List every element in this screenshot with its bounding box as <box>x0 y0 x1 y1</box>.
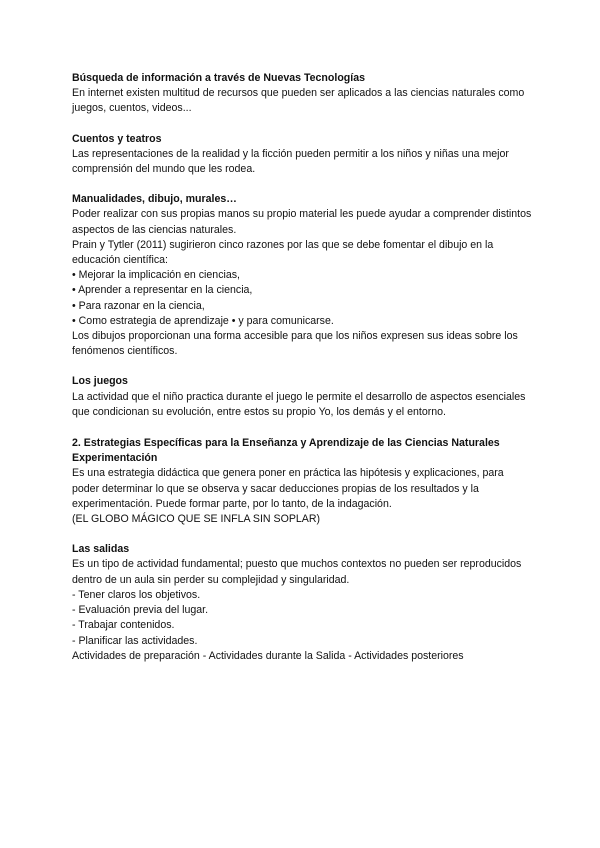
section-subtitle: Experimentación <box>72 452 158 465</box>
paragraph: Las representaciones de la realidad y la ficción pueden permitir a los niños y niñas una mejor comprensión del mundo que les rodea. <box>72 147 509 176</box>
list-item: - Tener claros los objetivos. <box>72 588 201 601</box>
paragraph: Prain y Tytler (2011) sugirieron cinco razones por las que se debe fomentar el dibujo en la educación científica: <box>72 238 494 267</box>
section-estrategias <box>72 436 532 527</box>
section-manualidades <box>72 192 532 359</box>
paragraph: La actividad que el niño practica durante el juego le permite el desarrollo de aspectos esenciales que condicionan su evolución, entre estos su propio Yo, los demás y el entorno. <box>72 390 526 418</box>
document-page <box>72 71 532 679</box>
paragraph: Es una estrategia didáctica que genera poner en práctica las hipótesis y explicaciones, para poder determinar lo que se observa y sacar deducciones propias de los resultados y la experimentación. Puede formar parte, por lo tanto, de la indagación. <box>72 467 504 510</box>
paragraph: Es un tipo de actividad fundamental; puesto que muchos contextos no pueden ser reproducidos dentro de un aula sin perder su complejidad y singularidad. <box>72 558 522 586</box>
section-title: Cuentos y teatros <box>72 132 162 145</box>
paragraph: En internet existen multitud de recursos que pueden ser aplicados a las ciencias naturales como juegos, cuentos, videos... <box>72 87 525 115</box>
section-title: Búsqueda de información a través de Nuevas Tecnologías <box>72 72 365 84</box>
list-item: • Como estrategia de aprendizaje • y para comunicarse. <box>72 314 334 327</box>
section-juegos <box>72 374 532 420</box>
section-title: Los juegos <box>72 375 128 388</box>
section-title: Las salidas <box>72 543 130 556</box>
list-item: • Para razonar en la ciencia, <box>72 299 205 312</box>
section-cuentos <box>72 132 532 178</box>
section-busqueda <box>72 71 532 117</box>
section-title: 2. Estrategias Específicas para la Enseñanza y Aprendizaje de las Ciencias Naturales <box>72 437 500 450</box>
list-item: • Aprender a representar en la ciencia, <box>72 284 253 297</box>
list-item: - Trabajar contenidos. <box>72 619 175 632</box>
paragraph: (EL GLOBO MÁGICO QUE SE INFLA SIN SOPLAR) <box>72 513 321 526</box>
paragraph: Poder realizar con sus propias manos su propio material les puede ayudar a comprender distintos aspectos de las ciencias naturales. <box>72 208 532 236</box>
paragraph: Actividades de preparación - Actividades durante la Salida - Actividades posteriores <box>72 649 464 662</box>
list-item: - Evaluación previa del lugar. <box>72 604 209 617</box>
paragraph: Los dibujos proporcionan una forma accesible para que los niños expresen sus ideas sobre los fenómenos científicos. <box>72 330 518 358</box>
section-salidas <box>72 542 532 664</box>
list-item: - Planificar las actividades. <box>72 634 198 647</box>
section-title: Manualidades, dibujo, murales… <box>72 193 237 206</box>
list-item: • Mejorar la implicación en ciencias, <box>72 269 240 282</box>
